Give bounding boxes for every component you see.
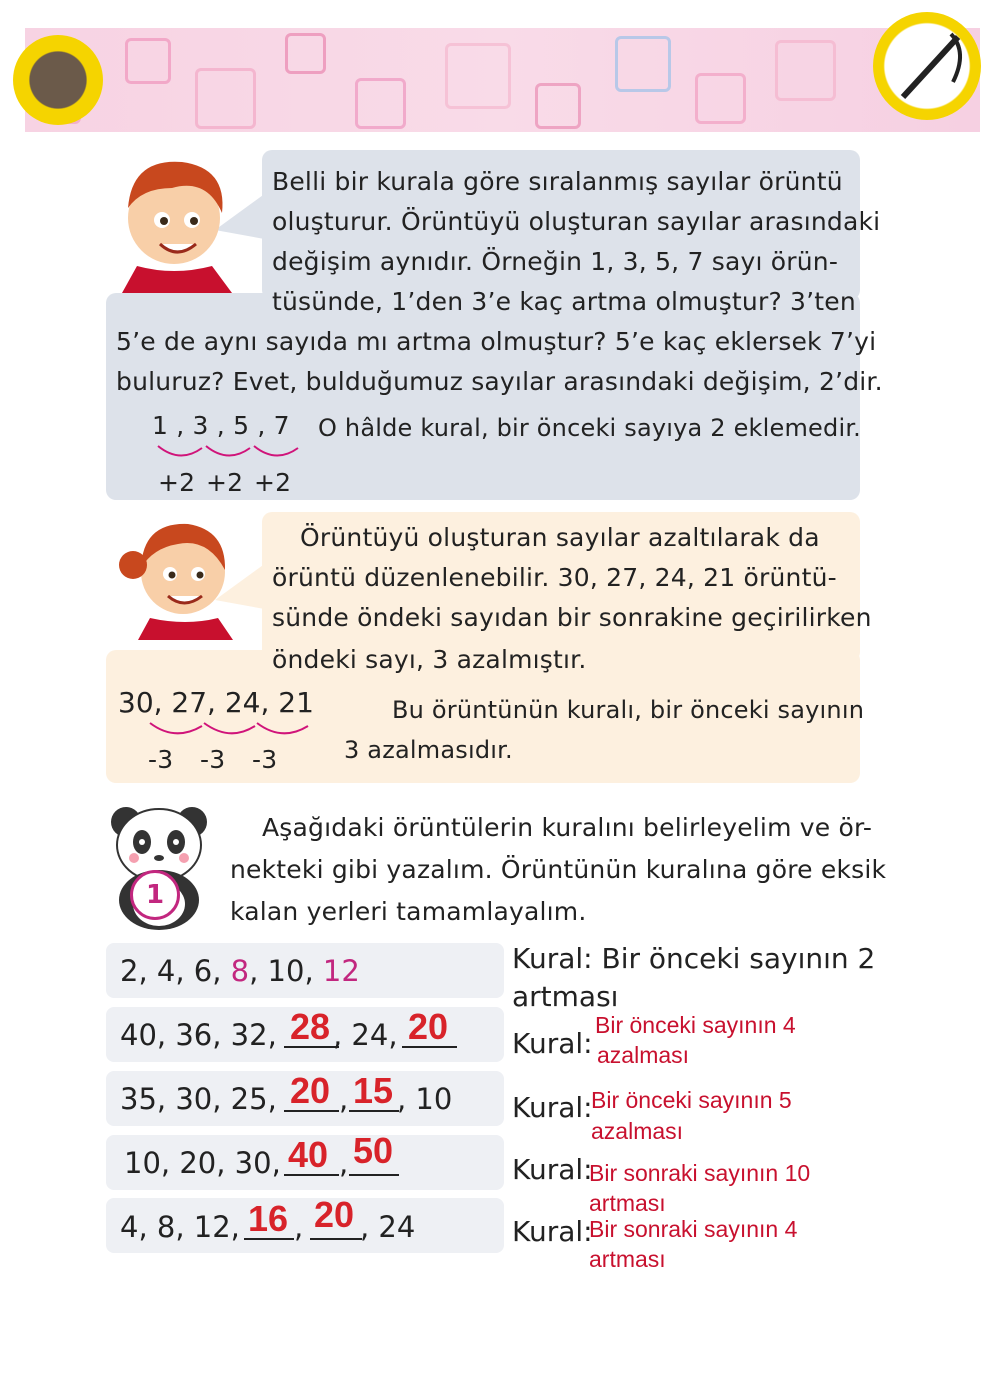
banner-square [195,68,256,129]
row-2-answer-2[interactable]: 20 [408,1006,449,1047]
row-2-rule: Bir önceki sayının 4 [595,1012,796,1038]
intro-line-4: tüsünde, 1’den 3’e kaç artma olmuştur? 3’ten [272,287,856,316]
decrease-line-3: sünde öndeki sayıdan bir sonrakine geçirilirken [272,603,872,632]
intro-step-arrows [150,440,310,465]
banner-square [775,40,836,101]
row-3-kural-label: Kural: [512,1091,593,1124]
header-banner [25,28,980,132]
step-label: +2 [254,468,292,497]
banner-square [285,33,326,74]
row-1-mid: , 10, [249,954,323,988]
row-5-rule: Bir sonraki sayının 4 [589,1216,798,1242]
banner-square [445,43,511,109]
row-4-prefix: 10, 20, 30, [124,1146,281,1180]
exercise-number-badge: 1 [130,870,180,920]
decrease-line-2: örüntü düzenlenebilir. 30, 27, 24, 21 örüntü- [272,563,837,592]
row-5-kural-label: Kural: [512,1215,593,1248]
decrease-sequence: 30, 27, 24, 21 [118,686,314,719]
row-1-rule-cont: artması [512,980,619,1013]
blank-line [349,1174,399,1176]
row-2-answer-1[interactable]: 28 [290,1006,331,1047]
row-3-answer-1[interactable]: 20 [290,1070,331,1111]
banner-square [535,83,581,129]
intro-sequence: 1 , 3 , 5 , 7 [152,411,290,440]
decrease-rule-1: Bu örüntünün kuralı, bir önceki sayının [392,696,865,724]
decrease-line-4: öndeki sayı, 3 azalmıştır. [272,645,587,674]
row-5-suffix: , 24 [360,1210,416,1244]
row-1-prefix: 2, 4, 6, [120,954,231,988]
row-3-suffix: , 10 [397,1082,453,1116]
banner-square [125,38,171,84]
row-4-kural-label: Kural: [512,1153,593,1186]
row-1-rule: Kural: Bir önceki sayının 2 [512,942,876,975]
step-label: -3 [200,745,226,774]
row-5-prefix: 4, 8, 12, [120,1210,240,1244]
step-label: +2 [206,468,244,497]
instruction-line-2: nekteki gibi yazalım. Örüntünün kuralına göre eksik [230,855,887,884]
instruction-line-3: kalan yerleri tamamlayalım. [230,897,587,926]
row-5-answer-1[interactable]: 16 [248,1198,289,1239]
intro-line-3: değişim aynıdır. Örneğin 1, 3, 5, 7 sayı örün- [272,247,839,276]
intro-line-2: oluşturur. Örüntüyü oluşturan sayılar arasındaki [272,207,881,236]
intro-conclusion: O hâlde kural, bir önceki sayıya 2 eklemedir. [318,414,862,442]
girl-character-icon [108,510,248,640]
instruction-line-1: Aşağıdaki örüntülerin kuralını belirleyelim ve ör- [262,813,873,842]
row-3-rule-cont: azalması [591,1118,684,1144]
blank-line [310,1238,362,1240]
row-3-answer-2[interactable]: 15 [353,1070,394,1111]
intro-line-1: Belli bir kurala göre sıralanmış sayılar örüntü [272,167,843,196]
banner-square [355,78,406,129]
row-4-rule-cont: artması [589,1190,666,1216]
row-2-rule-cont: azalması [597,1042,690,1068]
decrease-rule-2: 3 azalmasıdır. [344,736,513,764]
abbyy-seal-icon [13,35,103,125]
banner-square [695,73,746,124]
row-3-prefix: 35, 30, 25, [120,1082,277,1116]
row-5-answer-2[interactable]: 20 [314,1194,355,1235]
step-label: +2 [158,468,196,497]
row-4-rule: Bir sonraki sayının 10 [589,1160,811,1186]
decrease-line-1: Örüntüyü oluşturan sayılar azaltılarak da [300,523,820,552]
step-label: -3 [252,745,278,774]
pencil-seal-icon [873,12,981,120]
intro-line-6: buluruz? Evet, bulduğumuz sayılar arasındaki değişim, 2’dir. [116,367,883,396]
intro-line-5: 5’e de aynı sayıda mı artma olmuştur? 5’e kaç eklersek 7’yi [116,327,877,356]
row-3-mid: , [339,1082,349,1116]
boy-character-icon [112,148,252,293]
row-4-mid: , [339,1146,349,1180]
row-1-given-2: 12 [322,954,360,988]
row-4-answer-1[interactable]: 40 [288,1134,329,1175]
step-label: -3 [148,745,174,774]
row-1-given-1: 8 [230,954,250,988]
row-3-rule: Bir önceki sayının 5 [591,1087,792,1113]
row-2-prefix: 40, 36, 32, [120,1018,277,1052]
row-2-kural-label: Kural: [512,1027,593,1060]
row-5-mid: , [294,1210,304,1244]
banner-square [615,36,671,92]
row-2-mid: , 24, [333,1018,398,1052]
pattern-row-1-text [120,954,360,988]
pencil-icon [873,12,981,120]
row-4-answer-2[interactable]: 50 [353,1130,394,1171]
row-5-rule-cont: artması [589,1246,666,1272]
